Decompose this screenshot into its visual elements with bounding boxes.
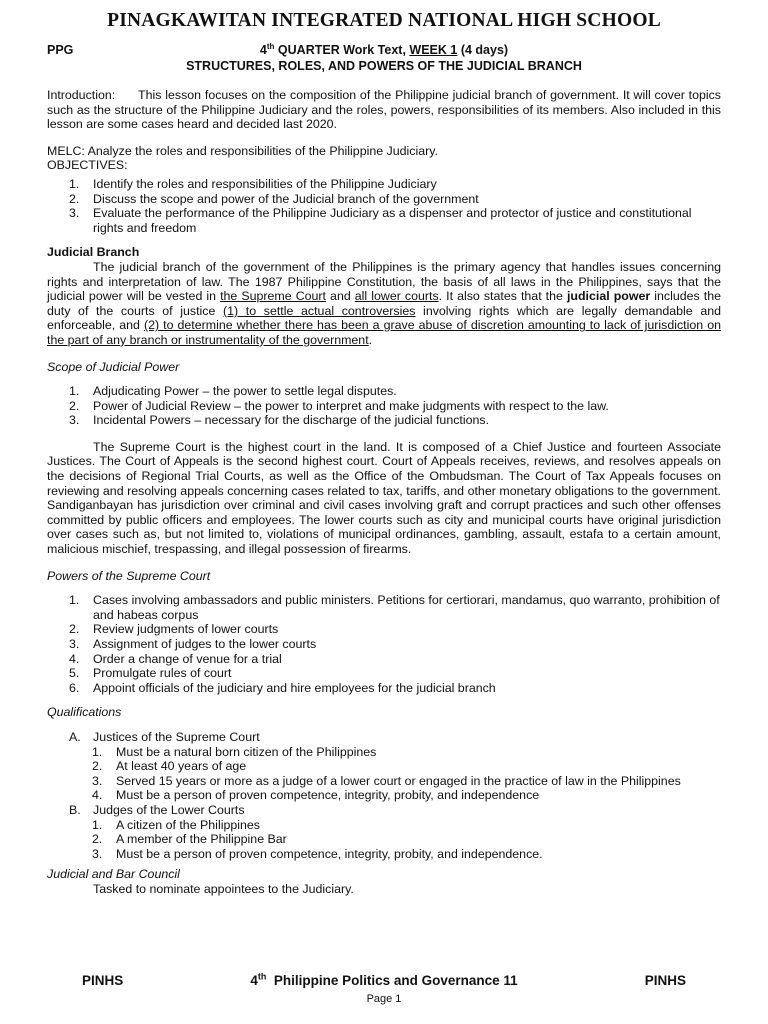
- list-item: 2. A member of the Philippine Bar: [92, 832, 287, 847]
- list-item: 2. At least 40 years of age: [92, 759, 247, 774]
- footer-left: PINHS: [82, 973, 124, 988]
- list-item: 1. Cases involving ambassadors and public ministers. Petitions for certiorari, mandamus, quo warranto, prohibition of and habeas corpus: [69, 593, 720, 622]
- week-line: 4th QUARTER Work Text, WEEK 1 (4 days): [259, 41, 509, 57]
- lesson-content: [47, 88, 721, 897]
- list-item: 3. Served 15 years or more as a judge of a lower court or engaged in the practice of law in the Philippines: [92, 773, 681, 788]
- footer-center: 4th Philippine Politics and Governance 11: [250, 971, 518, 988]
- judges-qualifications: [47, 818, 721, 862]
- scope-list: [47, 384, 721, 428]
- list-item: 2. Discuss the scope and power of the Judicial branch of the government: [69, 191, 479, 206]
- list-item: B. Judges of the Lower Courts: [69, 802, 245, 817]
- scope-heading: Scope of Judicial Power: [47, 359, 180, 374]
- introduction: Introduction: This lesson focuses on the composition of the Philippine judicial branch of government. It will cover topics such as the structure of the Philippine Judiciary and the roles, powers, responsibilities of its members. Also included in this lesson are some cases heard and decided last 2020.: [47, 88, 722, 132]
- footer-right: PINHS: [644, 973, 686, 988]
- list-item: 5. Promulgate rules of court: [69, 666, 232, 681]
- melc: MELC: Analyze the roles and responsibilities of the Philippine Judiciary.: [47, 143, 438, 158]
- courts-paragraph: The Supreme Court is the highest court in the land. It is composed of a Chief Justice and fourteen Associate Justices. The Court of Appeals is the second highest court. Court of Appeals receives, reviews, and resolves appeals on the decisions of Regional Trial Courts, as well as the Office of the Ombudsman. The Court of Tax Appeals focuses on reviewing and resolving appeals concerning cases related to tax, tariffs, and other monetary obligations to the government. Sandiganbayan has jurisdiction over criminal and civil cases involving graft and corrupt practices and such other offenses committed by public officers and employees. The lower courts such as city and municipal courts have original jurisdiction over cases such as, but not limited to, violations of municipal ordinances, gambling, assault, estafa to a certain amount, malicious mischief, trespassing, and illegal possession of firearms.: [47, 439, 721, 557]
- list-item: 6. Appoint officials of the judiciary and hire employees for the judicial branch: [69, 680, 496, 695]
- page-number: Page 1: [366, 993, 402, 1005]
- list-item: A. Justices of the Supreme Court: [69, 729, 260, 744]
- lesson-topic: STRUCTURES, ROLES, AND POWERS OF THE JUDICIAL BRANCH: [186, 59, 582, 73]
- list-item: 2. Review judgments of lower courts: [69, 622, 279, 637]
- list-item: 4. Must be a person of proven competence, integrity, probity, and independence: [92, 788, 540, 803]
- list-item: 1. Adjudicating Power – the power to settle legal disputes.: [69, 384, 397, 399]
- powers-heading: Powers of the Supreme Court: [47, 568, 211, 583]
- justices-qualifications: [47, 745, 721, 803]
- list-item: 1. Must be a natural born citizen of the Philippines: [92, 744, 377, 759]
- list-item: 4. Order a change of venue for a trial: [69, 651, 282, 666]
- list-item: 3. Evaluate the performance of the Philippine Judiciary as a dispenser and protector of justice and constitutional rights and freedom: [69, 206, 692, 235]
- list-item: 2. Power of Judicial Review – the power to interpret and make judgments with respect to the law.: [69, 398, 609, 413]
- list-item: 3. Incidental Powers – necessary for the discharge of the judicial functions.: [69, 413, 490, 428]
- powers-list: [47, 593, 721, 695]
- subject-code: PPG: [47, 43, 74, 57]
- qualifications-heading: Qualifications: [47, 705, 122, 720]
- qualifications-list: [47, 730, 721, 745]
- jbc-text: Tasked to nominate appointees to the Judiciary.: [93, 881, 354, 896]
- list-item: 1. Identify the roles and responsibilities of the Philippine Judiciary: [69, 176, 437, 191]
- list-item: 3. Must be a person of proven competence, integrity, probity, and independence.: [92, 846, 543, 861]
- school-title: PINAGKAWITAN INTEGRATED NATIONAL HIGH SCHOOL: [107, 10, 661, 31]
- list-item: 1. A citizen of the Philippines: [92, 817, 260, 832]
- objectives-list: [47, 177, 721, 235]
- judicial-branch-paragraph: The judicial branch of the government of the Philippines is the primary agency that handles issues concerning rights and interpretation of law. The 1987 Philippine Constitution, the basis of all laws in the Philippines, says that the judicial power will be vested in the Supreme Court and all lower courts. It also states that the judicial power includes the duty of the courts of justice (1) to settle actual controversies involving rights which are legally demandable and enforceable, and (2) to determine whether there has been a grave abuse of discretion amounting to lack of jurisdiction on the part of any branch or instrumentality of the government.: [47, 259, 721, 347]
- objectives-label: OBJECTIVES:: [47, 158, 128, 173]
- list-item: 3. Assignment of judges to the lower courts: [69, 637, 317, 651]
- week-label: WEEK 1: [409, 43, 458, 57]
- judicial-branch-heading: Judicial Branch: [47, 245, 140, 260]
- jbc-heading: Judicial and Bar Council: [47, 867, 180, 882]
- qualifications-list-b: [47, 803, 721, 818]
